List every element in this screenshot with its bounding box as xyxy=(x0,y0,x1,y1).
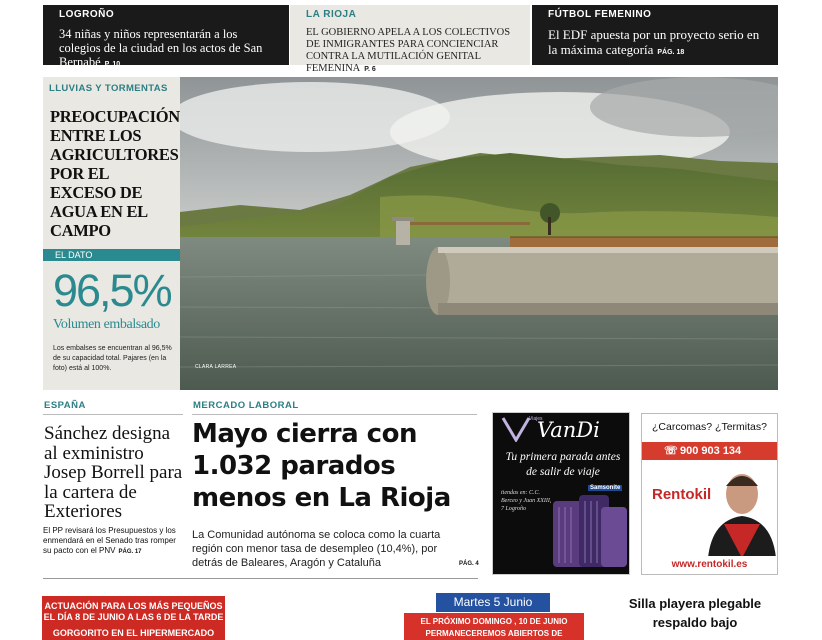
feature-tag: LLUVIAS Y TORMENTAS xyxy=(49,83,168,94)
rentokil-phone-number: 900 903 134 xyxy=(680,445,742,457)
teaser-tag: LOGROÑO xyxy=(59,9,115,20)
suitcase-icon xyxy=(551,493,630,575)
teaser-tag: FÚTBOL FEMENINO xyxy=(548,9,652,20)
rentokil-ad[interactable] xyxy=(641,413,778,575)
feature-headline: PREOCUPACIÓN ENTRE LOS AGRICULTORES POR EL EXCESO DE AGUA EN EL CAMPO xyxy=(50,107,180,240)
promo-box[interactable] xyxy=(42,596,225,640)
rentokil-phone xyxy=(642,442,777,460)
opening-notice: EL PRÓXIMO DOMINGO , 10 DE JUNIO PERMANECEREMOS ABIERTOS DE xyxy=(404,613,584,640)
teaser-page: PÁG. 18 xyxy=(657,49,685,56)
vandi-brand-small: Viajes xyxy=(529,416,543,422)
vandi-logo: VanDi xyxy=(537,418,600,442)
teaser-logrono[interactable] xyxy=(43,5,289,69)
divider xyxy=(43,414,183,415)
phone-icon: ☏ xyxy=(664,445,678,457)
teaser-page: P. 6 xyxy=(364,66,376,73)
teaser-headline xyxy=(548,27,768,60)
technician-icon xyxy=(702,464,778,558)
section-tag-mercado-laboral: MERCADO LABORAL xyxy=(193,400,299,411)
teaser-headline-text: 34 niñas y niños representarán a los colegios de la ciudad en los actos de San Bernabé xyxy=(59,27,263,69)
divider xyxy=(192,414,477,415)
spain-page: PÁG. 17 xyxy=(118,549,142,555)
rentokil-logo: Rentokil xyxy=(652,486,712,503)
feature-sidebar[interactable] xyxy=(43,77,180,390)
teaser-headline xyxy=(306,27,520,76)
promo-text: ACTUACIÓN PARA LOS MÁS PEQUEÑOS EL DÍA 8 DE JUNIO A LAS 6 DE LA TARDE xyxy=(43,601,224,622)
promo-text-2: GORGORITO EN EL HIPERMERCADO xyxy=(52,628,215,638)
teaser-tag: LA RIOJA xyxy=(306,9,357,20)
promo-date: Martes 5 Junio xyxy=(436,593,550,612)
vandi-v-icon xyxy=(501,416,531,442)
vandi-address: tiendas en: C.C. Berceo y Juan XXIII, 7 Logroño xyxy=(501,490,552,512)
labor-sub: La Comunidad autónoma se coloca como la cuarta región con menor tasa de desempleo (10,4%), por detrás de Baleares, Aragón y Cataluña xyxy=(192,529,441,569)
dato-caption: Volumen embalsado xyxy=(53,317,160,332)
teaser-la-rioja[interactable] xyxy=(290,5,530,74)
chair-promo[interactable]: Silla playera plegable respaldo bajo xyxy=(628,596,762,630)
teaser-futbol-femenino[interactable] xyxy=(532,5,778,65)
dato-label: EL DATO xyxy=(43,249,180,261)
teaser-headline-text: El EDF apuesta por un proyecto serio en la máxima categoría xyxy=(548,27,760,57)
labor-page: PÁG. 4 xyxy=(459,561,479,567)
spain-sub-text: El PP revisará los Presupuestos y los enmendará en el Senado tras romper su pacto con el PNV xyxy=(43,526,176,555)
spain-sub xyxy=(43,526,183,557)
dato-text: Los embalses se encuentran al 96,5% de su capacidad total. Pajares (en la foto) está al 100%. xyxy=(53,345,172,372)
dato-value: 96,5% xyxy=(53,265,171,316)
rentokil-web[interactable]: www.rentokil.es xyxy=(642,556,777,574)
vandi-slogan: Tu primera parada antes de salir de viaje xyxy=(505,451,621,478)
reservoir-illustration xyxy=(180,77,778,390)
section-tag-espana: ESPAÑA xyxy=(44,400,86,411)
photo-credit: CLARA LARREA xyxy=(195,364,237,370)
vandi-ad[interactable] xyxy=(492,412,630,575)
labor-headline[interactable]: Mayo cierra con 1.032 parados menos en La Rioja xyxy=(192,419,451,513)
spain-headline[interactable]: Sánchez designa al exministro Josep Borrell para la cartera de Exteriores xyxy=(44,423,183,522)
rentokil-question: ¿Carcomas? ¿Termitas? xyxy=(652,421,767,433)
teaser-headline-text: EL GOBIERNO APELA A LOS COLECTIVOS DE INMIGRANTES PARA CONCIENCIAR CONTRA LA MUTILACIÓN GENITAL FEMENINA xyxy=(306,27,511,74)
reservoir-photo[interactable] xyxy=(180,77,778,390)
teaser-headline xyxy=(59,27,279,72)
teaser-page: P. 10 xyxy=(104,61,121,68)
suitcase-brand: Samsonite xyxy=(590,485,621,491)
divider xyxy=(43,578,478,579)
